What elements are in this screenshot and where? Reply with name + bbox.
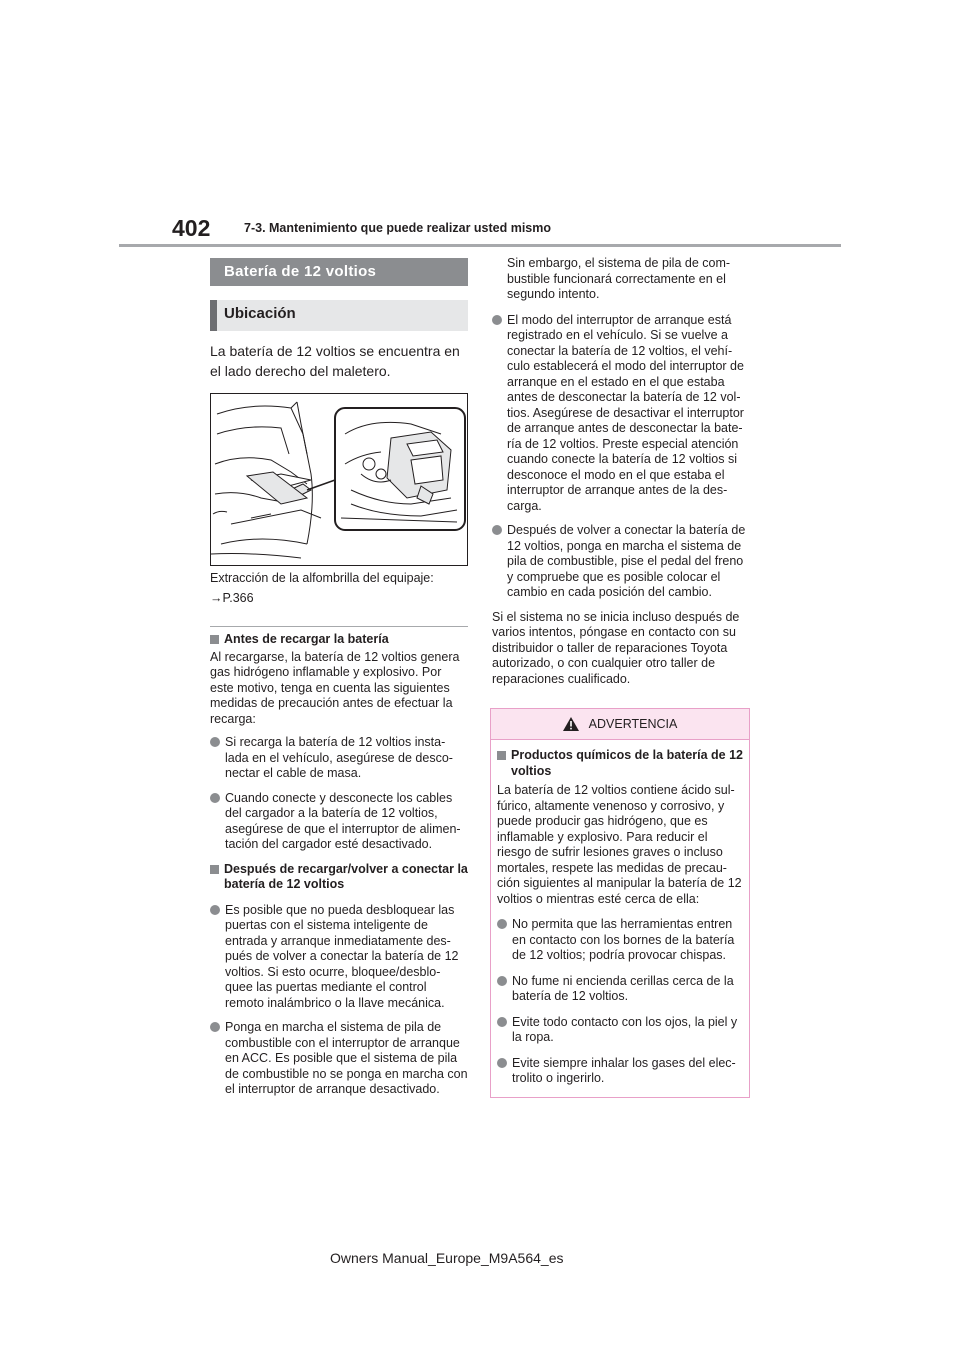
header-divider xyxy=(119,244,841,247)
closing-paragraph: Si el sistema no se inicia incluso después de varios intentos, póngase en contacto con su distribuidor o taller de reparaciones Toyota autorizado, o con cualquier otro taller de reparaciones cualificado. xyxy=(492,609,740,686)
bullet-icon xyxy=(497,919,507,929)
list-item: Después de volver a conectar la batería de 12 voltios, ponga en marcha el sistema de pila de combustible, pise el pedal del freno y compruebe que es posible colocar el cambio en cada posición del cambio. xyxy=(492,523,750,601)
intro-text: La batería de 12 voltios se encuentra en el lado derecho del maletero. xyxy=(210,343,460,379)
bullet-icon xyxy=(210,905,220,915)
list-item: Evite todo contacto con los ojos, la piel y la ropa. xyxy=(497,1015,743,1046)
chapter-title: 7-3. Mantenimiento que puede realizar usted mismo xyxy=(244,221,552,235)
subheading-after-charging: Después de recargar/volver a conectar la batería de 12 voltios xyxy=(210,862,468,893)
right-column xyxy=(492,256,750,695)
warning-triangle-icon xyxy=(563,717,579,731)
page-reference-link[interactable]: →P.366 xyxy=(210,591,254,605)
bullet-icon xyxy=(492,525,502,535)
warning-text: La batería de 12 voltios contiene ácido sul-fúrico, altamente venenoso y corrosivo, y puede producir gas hidrógeno, que es inflamable y explosivo. Para reducir el riesgo de sufrir lesiones graves o incluso mortales, respete las medidas de precau-ción siguientes al manipular la batería de 12 voltios o mientras esté cerca de ella: xyxy=(497,783,742,906)
page-number: 402 xyxy=(172,215,211,241)
list-item: Cuando conecte y desconecte los cables del cargador a la batería de 12 voltios, asegúrese de que el interruptor de alimen-tación del cargador esté desactivado. xyxy=(210,791,468,853)
list-item: El modo del interruptor de arranque está registrado en el vehículo. Si se vuelve a conectar la batería de 12 voltios, el vehí-culo establecerá el modo del interruptor de arranque en el estado en el que estaba antes de desconectar la batería de 12 vol-tios. Asegúrese de desactivar el interruptor de arranque antes de desconectar la bate-ría de 12 voltios. Preste especial atención cuando conecte la batería de 12 voltios si desconoce el modo en el que estaba el interruptor de arranque antes de la des-carga. xyxy=(492,313,750,515)
left-column xyxy=(210,632,468,1107)
list-item: Evite siempre inhalar los gases del elec-trolito o ingerirlo. xyxy=(497,1056,743,1087)
subheading-before-charging: Antes de recargar la batería xyxy=(210,632,468,648)
list-item: No permita que las herramientas entren en contacto con los bornes de la batería de 12 voltios; podría provocar chispas. xyxy=(497,917,743,964)
bullet-icon xyxy=(497,1058,507,1068)
section-title: Batería de 12 voltios xyxy=(210,258,468,286)
warning-subheading: Productos químicos de la batería de 12 voltios xyxy=(497,748,743,779)
figure-caption: Extracción de la alfombrilla del equipaje: xyxy=(210,571,434,585)
list-item: Si recarga la batería de 12 voltios insta-lada en el vehículo, asegúrese de desco-nectar el cable de masa. xyxy=(210,735,468,782)
bullet-icon xyxy=(210,793,220,803)
warning-title: ADVERTENCIA xyxy=(588,717,678,731)
warning-body xyxy=(491,740,749,1087)
bullet-icon xyxy=(210,737,220,747)
battery-location-illustration xyxy=(210,393,468,566)
footer-manual-id: Owners Manual_Europe_M9A564_es xyxy=(330,1250,564,1266)
list-item: Es posible que no pueda desbloquear las puertas con el sistema inteligente de entrada y arranque inmediatamente des-pués de volver a conectar la batería de 12 voltios. Si esto ocurre, bloquee/desblo-quee las puertas mediante el control remoto inalámbrico o la llave mecánica. xyxy=(210,903,468,1012)
bullet-icon xyxy=(497,1017,507,1027)
subsection-title: Ubicación xyxy=(210,300,468,331)
warning-box xyxy=(490,708,750,1098)
bullet-icon xyxy=(497,976,507,986)
paragraph: Al recargarse, la batería de 12 voltios genera gas hidrógeno inflamable y explosivo. Por este motivo, tenga en cuenta las siguientes medidas de precaución antes de efectuar la recarga: xyxy=(210,649,460,726)
trunk-battery-drawing xyxy=(211,394,467,565)
list-item: Ponga en marcha el sistema de pila de combustible con el interruptor de arranque en ACC. Es posible que el sistema de pila de combustible no se ponga en marcha con el interruptor de arranque desactivado. xyxy=(210,1020,468,1098)
bullet-icon xyxy=(210,1022,220,1032)
list-item: No fume ni encienda cerillas cerca de la batería de 12 voltios. xyxy=(497,974,743,1005)
bullet-icon xyxy=(492,315,502,325)
warning-header xyxy=(491,709,749,740)
section-divider xyxy=(210,626,468,627)
continued-text: Sin embargo, el sistema de pila de com-bustible funcionará correctamente en el segundo intento. xyxy=(507,256,731,301)
